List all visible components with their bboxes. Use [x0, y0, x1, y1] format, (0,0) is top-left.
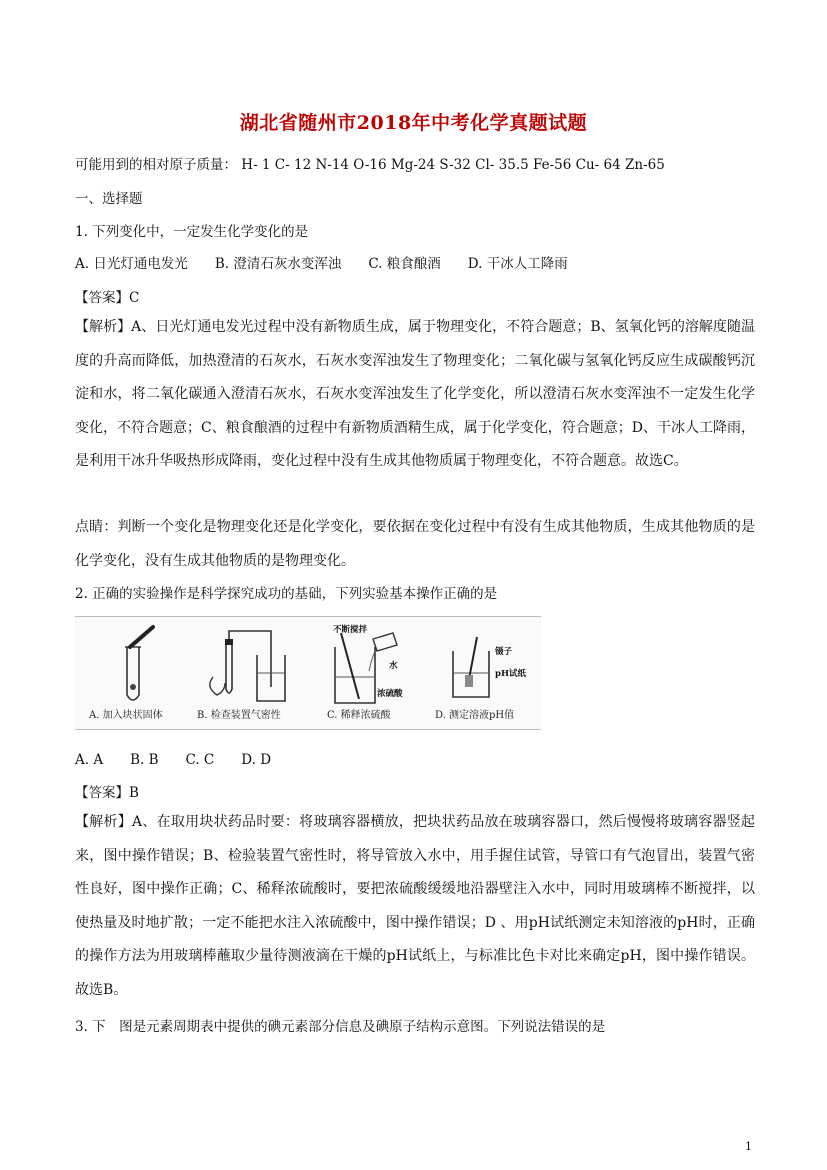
label-stir: 不断搅拌: [333, 625, 368, 635]
q2-stem: 2. 正确的实验操作是科学探究成功的基础，下列实验基本操作正确的是: [75, 586, 498, 602]
q2-experiment-figure: [75, 616, 541, 730]
q1-answer: 【答案】C: [75, 290, 140, 306]
label-water: 水: [389, 661, 398, 671]
page-number: 1: [745, 1140, 752, 1153]
label-ph-paper: pH试纸: [495, 669, 526, 679]
figure-panel-c: [305, 617, 425, 729]
atomic-mass-line: 可能用到的相对原子质量： H- 1 C- 12 N-14 O-16 Mg-24 S-32 Cl- 35.5 Fe-56 Cu- 64 Zn-65: [75, 157, 665, 173]
label-tweezers: 镊子: [495, 647, 513, 657]
q1-analysis: 【解析】A、日光灯通电发光过程中没有新物质生成，属于物理变化，不符合题意；B、氢氧化钙的溶解度随温度的升高而降低，加热澄清的石灰水，石灰水变浑浊发生了物理变化；二氧化碳与氢氧化钙反应生成碳酸钙沉淀和水，将二氧化碳通入澄清石灰水，石灰水变浑浊发生了化学变化，所以澄清石灰水变浑浊不一定发生化学变化，不符合题意；C、粮食酿酒的过程中有新物质酒精生成，属于化学变化，符合题意；D、干冰人工降雨，是利用干冰升华吸热形成降雨，变化过程中没有生成其他物质属于物理变化，不符合题意。故选C。: [75, 319, 755, 469]
q2-analysis: 【解析】A、在取用块状药品时要：将玻璃容器横放，把块状药品放在玻璃容器口，然后慢慢将玻璃容器竖起来，图中操作错误；B、检验装置气密性时，将导管放入水中，用手握住试管，导管口有气泡冒出，装置气密性良好，图中操作正确；C、稀释浓硫酸时，要把浓硫酸缓缓地沿器壁注入水中，同时用玻璃棒不断搅拌，以使热量及时地扩散；一定不能把水注入浓硫酸中，图中操作错误；D 、用pH试纸测定未知溶液的pH时，正确的操作方法为用玻璃棒蘸取少量待测液滴在干燥的pH试纸上，与标准比色卡对比来确定pH，图中操作错误。故选B。: [75, 814, 755, 998]
figure-panel-d: [425, 617, 541, 729]
q1-stem: 1. 下列变化中，一定发生化学变化的是: [75, 224, 309, 240]
figure-panel-b: [185, 617, 305, 729]
test-tube-solid-diagram: [75, 617, 185, 707]
q1-options: A. 日光灯通电发光 B. 澄清石灰水变浑浊 C. 粮食酿酒 D. 干冰人工降雨: [75, 256, 568, 272]
airtightness-check-diagram: [185, 617, 305, 707]
q1-tip: 点睛：判断一个变化是物理变化还是化学变化，要依据在变化过程中有没有生成其他物质，生成其他物质的是化学变化，没有生成其他物质的是物理变化。: [75, 519, 755, 569]
document-title: 湖北省随州市2018年中考化学真题试题: [239, 112, 588, 134]
figure-caption-a: A. 加入块状固体: [89, 710, 163, 721]
figure-caption-b: B. 检查装置气密性: [197, 710, 281, 721]
figure-caption-d: D. 测定溶液pH值: [435, 710, 515, 721]
q2-options: A. A B. B C. C D. D: [75, 752, 272, 768]
label-conc-acid: 浓硫酸: [377, 689, 403, 699]
ph-test-diagram: [425, 617, 541, 707]
q3-stem: 3. 下 图是元素周期表中提供的碘元素部分信息及碘原子结构示意图。下列说法错误的是: [75, 1019, 606, 1035]
section-heading: 一、选择题: [75, 191, 143, 207]
figure-panel-a: [75, 617, 185, 729]
figure-caption-c: C. 稀释浓硫酸: [327, 710, 391, 721]
q2-answer: 【答案】B: [75, 785, 139, 801]
